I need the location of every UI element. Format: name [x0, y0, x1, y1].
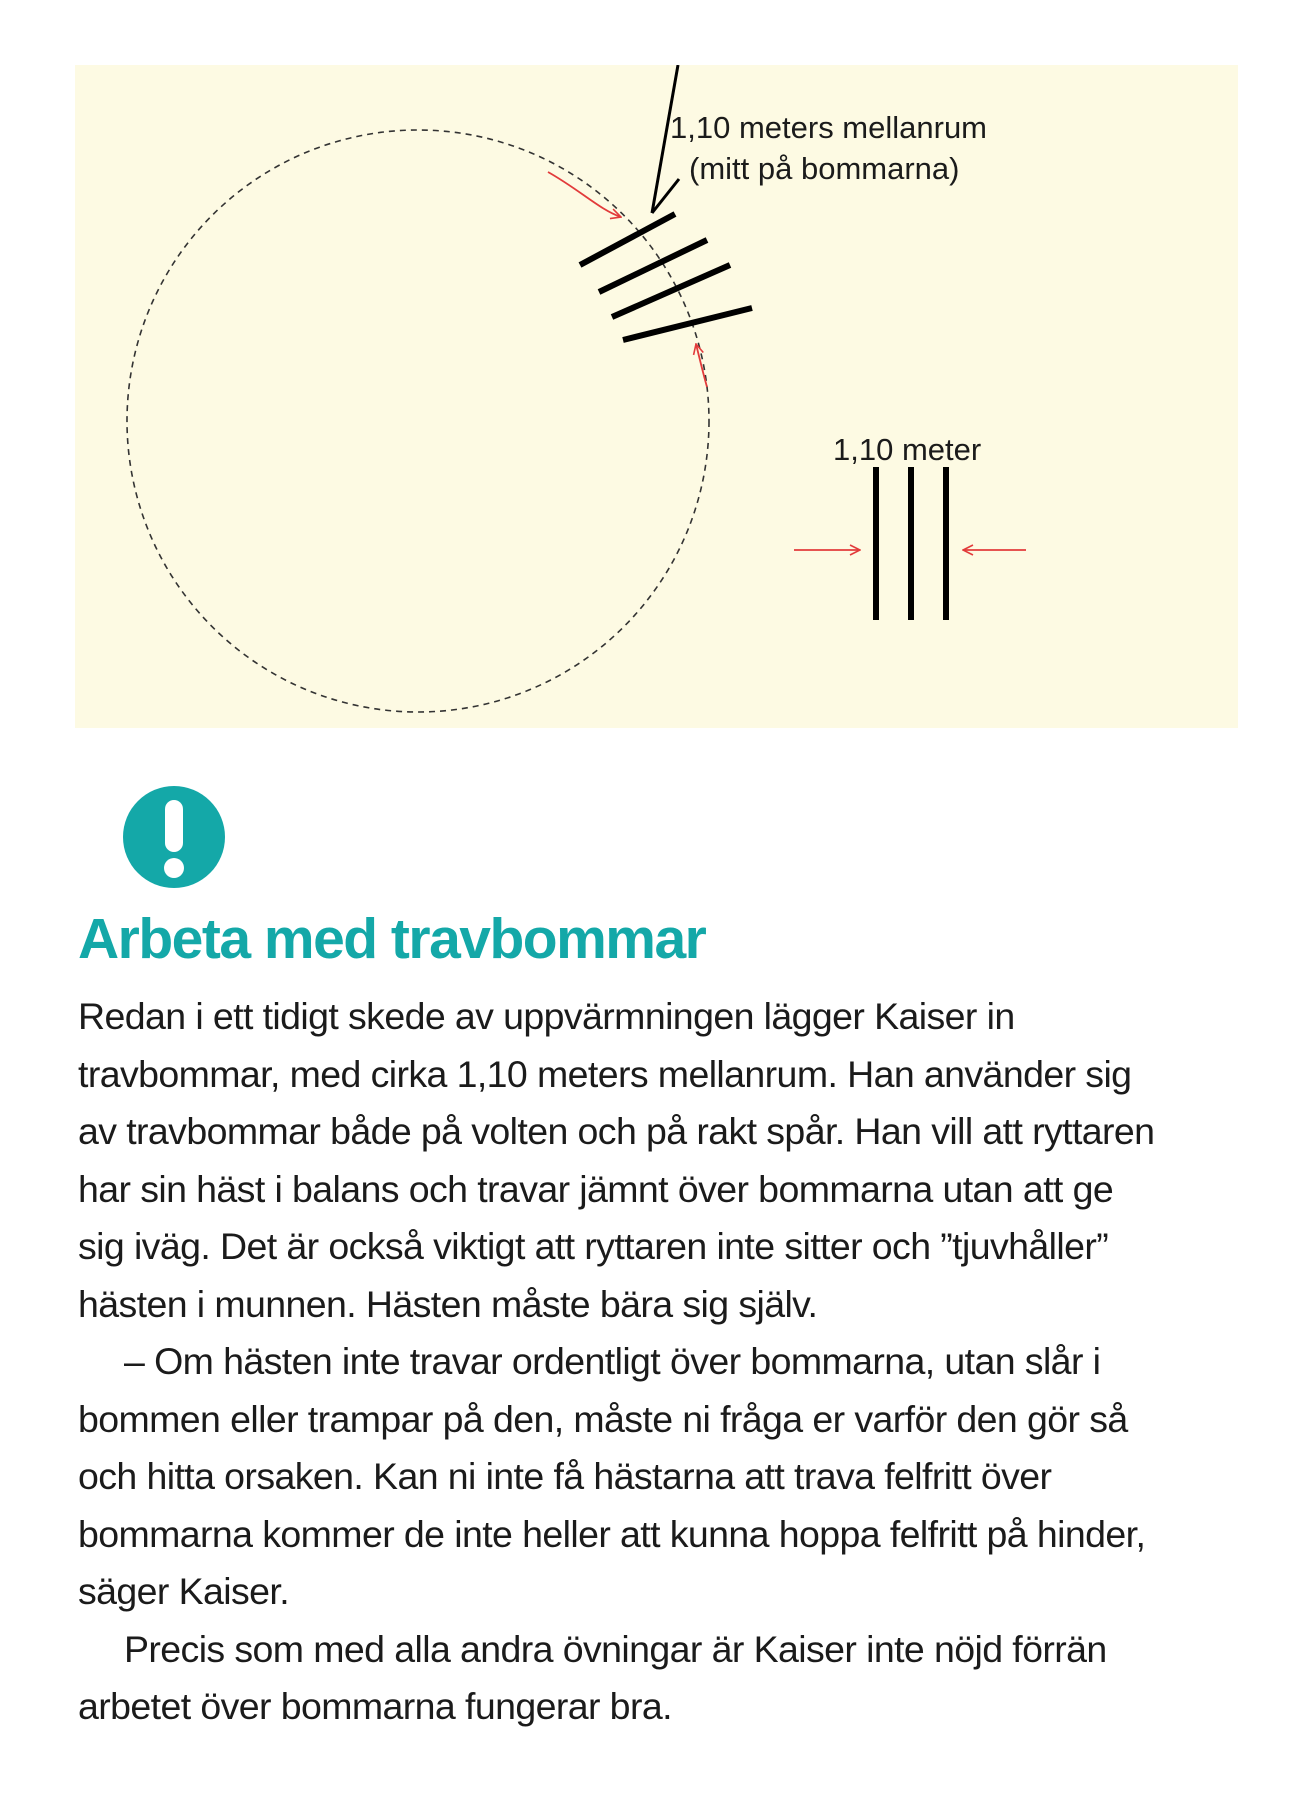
circle-poles — [580, 214, 752, 340]
trot-poles-diagram — [75, 65, 1238, 728]
straight-poles — [876, 467, 946, 620]
circle-arrow-bottom — [696, 344, 707, 387]
circle-label-line1: 1,10 meters mellanrum — [670, 110, 988, 145]
diagram-panel — [75, 65, 1238, 728]
paragraph-3: Precis som med alla andra övningar är Kaiser inte nöjd förrän arbetet över bommarna fungerar bra. — [78, 1627, 1107, 1727]
circle-pole-1 — [580, 214, 675, 265]
paragraph-2: – Om hästen inte travar ordentligt över bommarna, utan slår i bommen eller trampar på den, måste ni fråga er varför den gör så och hitta orsaken. Kan ni inte få hästarna att trava felfritt över bommarna kommer de inte heller att kunna hoppa felfritt på hinder, säger Kaiser. — [78, 1340, 1146, 1612]
exclamation-icon — [123, 786, 225, 888]
article-body — [78, 988, 1158, 1736]
volte-circle — [127, 130, 709, 712]
circle-pole-3 — [612, 265, 730, 317]
circle-label-line2: (mitt på bommarna) — [689, 151, 960, 186]
article-heading: Arbeta med travbommar — [78, 907, 706, 971]
straight-label: 1,10 meter — [833, 432, 982, 467]
circle-arrow-top — [548, 172, 621, 217]
paragraph-1: Redan i ett tidigt skede av uppvärmningen lägger Kaiser in travbommar, med cirka 1,10 meters mellanrum. Han använder sig av travbommar både på volten och på rakt spår. Han vill att ryttaren har sin häst i balans och travar jämnt över bommarna utan att ge sig iväg. Det är också viktigt att ryttaren inte sitter och ”tjuvhåller” hästen i munnen. Hästen måste bära sig själv. — [78, 995, 1155, 1325]
